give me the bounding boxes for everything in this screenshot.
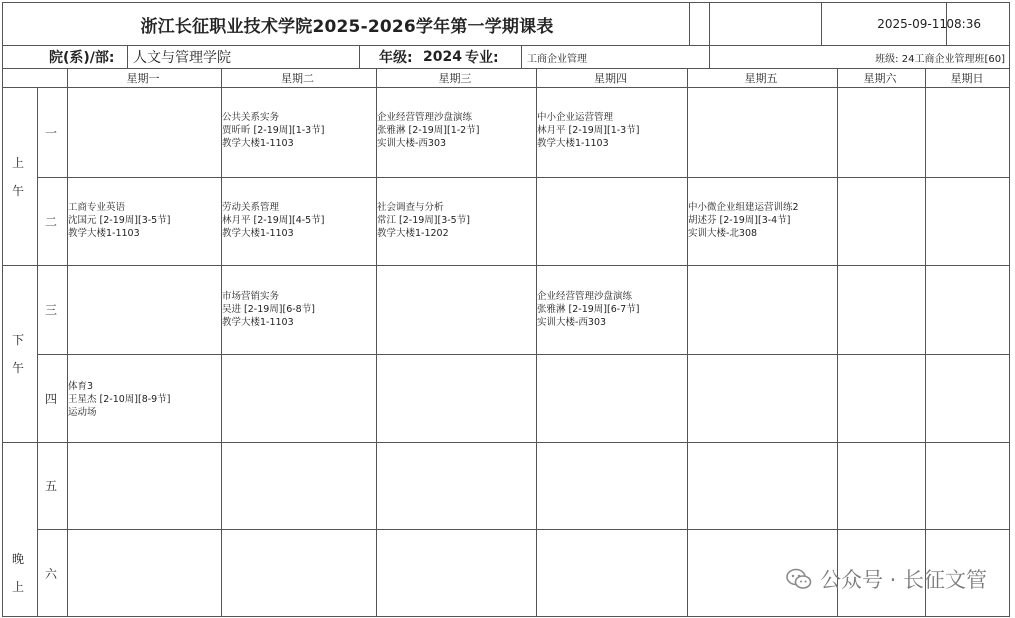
day-saturday: 星期六	[863, 72, 897, 85]
course-block[interactable]: 市场营销实务 吴进 [2-19周][6-8节] 教学大楼1-1103	[222, 291, 315, 328]
watermark-text: 公众号 · 长征文管	[819, 568, 987, 592]
course-block[interactable]: 企业经营管理沙盘演练 张雅淋 [2-19周][6-7节] 实训大楼-西303	[537, 291, 640, 328]
course-block[interactable]: 社会调查与分析 常江 [2-19周][3-5节] 教学大楼1-1202	[377, 202, 470, 239]
print-date: 2025-09-11	[877, 17, 947, 31]
day-wednesday: 星期三	[438, 72, 472, 85]
course-block[interactable]: 公共关系实务 贾昕昕 [2-19周][1-3节] 教学大楼1-1103	[222, 112, 325, 149]
day-tuesday: 星期二	[281, 72, 314, 85]
period-1: 一	[44, 126, 57, 140]
title-row	[2, 2, 1010, 46]
course-block[interactable]: 中小微企业组建运营训练2 胡述芬 [2-19周][3-4节] 实训大楼-北308	[688, 202, 799, 239]
grade-label: 年级:	[379, 50, 413, 66]
period-4: 四	[44, 391, 57, 406]
session-morning: 上 午	[11, 155, 24, 198]
session-afternoon: 下 午	[11, 332, 24, 375]
watermark	[786, 564, 987, 594]
print-time: 08:36	[946, 17, 981, 31]
course-block[interactable]: 劳动关系管理 林月平 [2-19周][4-5节] 教学大楼1-1103	[222, 202, 325, 239]
major-value: 工商企业管理	[527, 53, 587, 65]
period-3: 三	[44, 303, 57, 317]
schedule-grid	[2, 87, 1010, 617]
course-block[interactable]: 工商专业英语 沈国元 [2-19周][3-5节] 教学大楼1-1103	[68, 202, 171, 239]
dept-label: 院(系)/部:	[49, 50, 115, 66]
dept-value: 人文与管理学院	[133, 50, 231, 66]
period-6: 六	[44, 567, 57, 581]
day-thursday: 星期四	[594, 72, 627, 85]
class-info: 班级: 24工商企业管理班[60]	[875, 53, 1005, 65]
period-2: 二	[44, 214, 57, 229]
wechat-icon	[786, 568, 812, 590]
page-title: 浙江长征职业技术学院2025-2026学年第一学期课表	[140, 16, 554, 37]
major-label: 专业:	[465, 50, 499, 66]
course-block[interactable]: 中小企业运营管理 林月平 [2-19周][1-3节] 教学大楼1-1103	[537, 112, 640, 149]
day-monday: 星期一	[126, 72, 160, 85]
day-sunday: 星期日	[950, 72, 984, 85]
period-5: 五	[44, 479, 57, 493]
session-evening: 晚 上	[11, 552, 24, 594]
course-block[interactable]: 体育3 王星杰 [2-10周][8-9节] 运动场	[68, 381, 171, 418]
day-friday: 星期五	[744, 72, 778, 85]
course-block[interactable]: 企业经营管理沙盘演练 张雅淋 [2-19周][1-2节] 实训大楼-西303	[377, 112, 480, 149]
info-row	[2, 45, 1010, 69]
grade-value: 2024	[423, 49, 462, 65]
